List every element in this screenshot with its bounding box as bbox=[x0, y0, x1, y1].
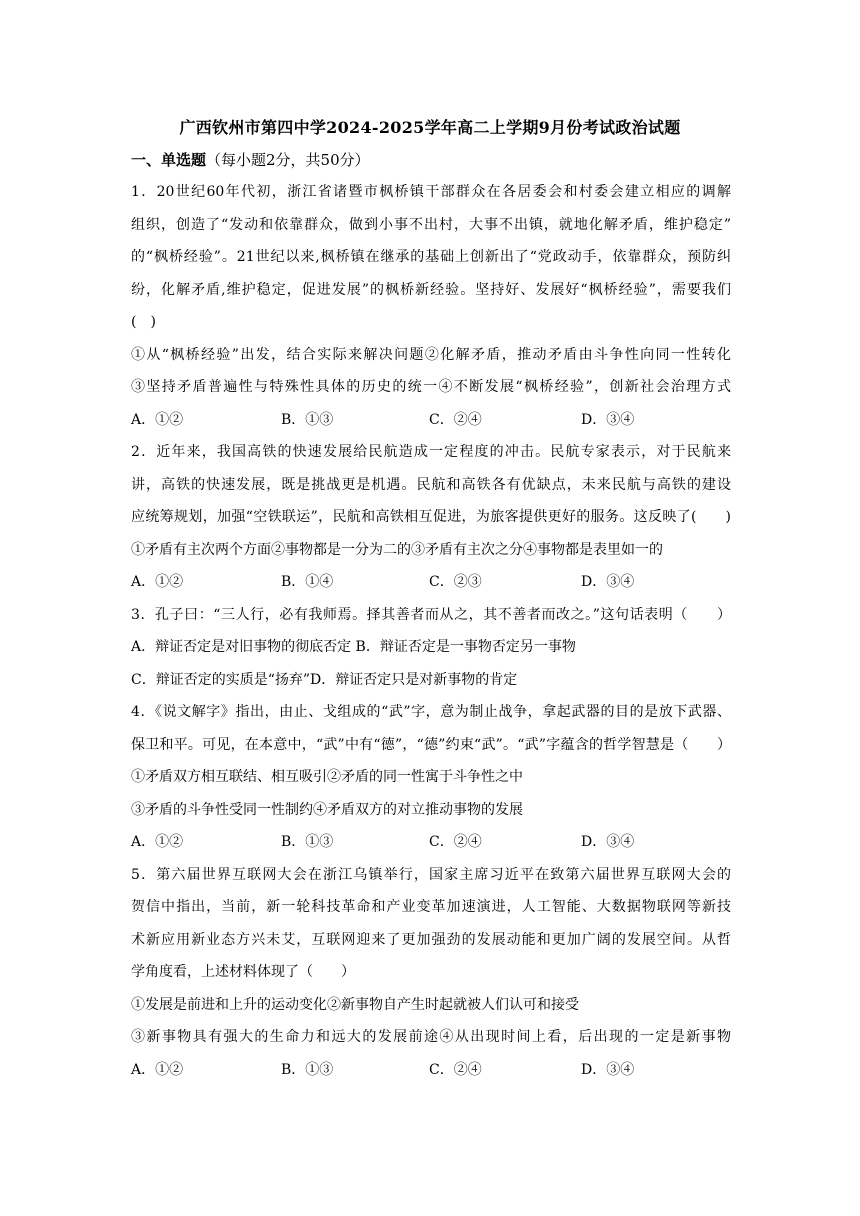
option-row bbox=[131, 1058, 731, 1091]
option-a: A．①② bbox=[131, 574, 184, 590]
option-d: D．③④ bbox=[581, 574, 635, 590]
question-1 bbox=[131, 180, 731, 440]
statement-line: ③矛盾的斗争性受同一性制约④矛盾双方的对立推动事物的发展 bbox=[131, 801, 523, 818]
question-5 bbox=[131, 863, 731, 1091]
option-b: B．①③ bbox=[281, 1061, 334, 1078]
statement-line: ①矛盾双方相互联结、相互吸引②矛盾的同一性寓于斗争性之中 bbox=[131, 769, 523, 785]
question-line: 组织，创造了“发动和依靠群众，做到小事不出村，大事不出镇，就地化解矛盾，维护稳定” bbox=[131, 216, 731, 233]
option-c: C．②④ bbox=[429, 411, 482, 428]
option-c: C．②④ bbox=[429, 1061, 482, 1078]
statement-line: ③坚持矛盾普遍性与特殊性具体的历史的统一④不断发展“枫桥经验”，创新社会治理方式 bbox=[131, 379, 731, 395]
option-b: B．①④ bbox=[281, 574, 334, 590]
question-line: 保卫和平。可见，在本意中，“武”中有“德”，“德”约束“武”。“武”字蕴含的哲学智慧是（ ） bbox=[131, 736, 731, 753]
statement-line: ③新事物具有强大的生命力和远大的发展前途④从出现时间上看，后出现的一定是新事物 bbox=[131, 1029, 731, 1045]
option-row bbox=[131, 570, 731, 603]
question-line: 4．《说文解字》指出，由止、戈组成的“武”字，意为制止战争，拿起武器的目的是放下武器、 bbox=[131, 704, 731, 720]
option-a: A．①② bbox=[131, 1061, 184, 1078]
option-line: C．辩证否定的实质是“扬弃”D．辩证否定只是对新事物的肯定 bbox=[131, 671, 518, 688]
answer-blank: ( ) bbox=[131, 314, 156, 330]
question-line: 的“枫桥经验”。21世纪以来,枫桥镇在继承的基础上创新出了“党政动手，依靠群众，预防纠 bbox=[131, 249, 731, 265]
section-note: （每小题2分，共50分） bbox=[206, 151, 370, 169]
question-list bbox=[131, 180, 731, 1090]
option-d: D．③④ bbox=[581, 834, 635, 850]
question-line: 应统筹规划，加强“空铁联运”，民航和高铁相互促进，为旅客提供更好的服务。这反映了( ) bbox=[131, 509, 731, 525]
statement-line: ①从“枫桥经验”出发，结合实际来解决问题②化解矛盾，推动矛盾由斗争性向同一性转化 bbox=[131, 346, 731, 363]
question-4 bbox=[131, 700, 731, 863]
question-line: 贺信中指出，当前，新一轮科技革命和产业变革加速演进，人工智能、大数据物联网等新技 bbox=[131, 899, 731, 915]
question-line: 纷，化解矛盾,维护稳定，促进发展”的枫桥新经验。坚持好、发展好“枫桥经验”，需要我们 bbox=[131, 281, 731, 298]
option-c: C．②④ bbox=[429, 834, 482, 850]
option-row bbox=[131, 408, 731, 441]
option-row bbox=[131, 830, 731, 863]
question-line: 1．20世纪60年代初，浙江省诸暨市枫桥镇干部群众在各居委会和村委会建立相应的调解 bbox=[131, 184, 731, 200]
question-2 bbox=[131, 440, 731, 603]
option-a: A．①② bbox=[131, 411, 184, 428]
question-line: 讲，高铁的快速发展，既是挑战更是机遇。民航和高铁各有优缺点，未来民航与高铁的建设 bbox=[131, 476, 731, 493]
option-b: B．①③ bbox=[281, 411, 334, 428]
question-line: 学角度看，上述材料体现了（ ） bbox=[131, 964, 355, 980]
option-c: C．②③ bbox=[429, 574, 482, 590]
option-d: D．③④ bbox=[581, 411, 635, 428]
page-title: 广西钦州市第四中学2024-2025学年高二上学期9月份考试政治试题 bbox=[179, 118, 681, 137]
question-line: 5．第六届世界互联网大会在浙江乌镇举行，国家主席习近平在致第六届世界互联网大会的 bbox=[131, 866, 731, 883]
option-d: D．③④ bbox=[581, 1061, 635, 1078]
statement-line: ①矛盾有主次两个方面②事物都是一分为二的③矛盾有主次之分④事物都是表里如一的 bbox=[131, 541, 663, 558]
section-heading bbox=[131, 148, 370, 172]
question-3 bbox=[131, 603, 731, 701]
statement-line: ①发展是前进和上升的运动变化②新事物自产生时起就被人们认可和接受 bbox=[131, 996, 579, 1013]
question-line: 3．孔子曰：“三人行，必有我师焉。择其善者而从之，其不善者而改之。”这句话表明（ ） bbox=[131, 606, 731, 623]
section-title: 一、单选题 bbox=[131, 151, 207, 169]
question-line: 2．近年来，我国高铁的快速发展给民航造成一定程度的冲击。民航专家表示，对于民航来 bbox=[131, 444, 731, 460]
option-a: A．①② bbox=[131, 834, 184, 850]
question-line: 术新应用新业态方兴未艾，互联网迎来了更加强劲的发展动能和更加广阔的发展空间。从哲 bbox=[131, 931, 731, 948]
option-b: B．①③ bbox=[281, 834, 334, 850]
option-line: A．辩证否定是对旧事物的彻底否定 B．辩证否定是一事物否定另一事物 bbox=[131, 639, 576, 655]
